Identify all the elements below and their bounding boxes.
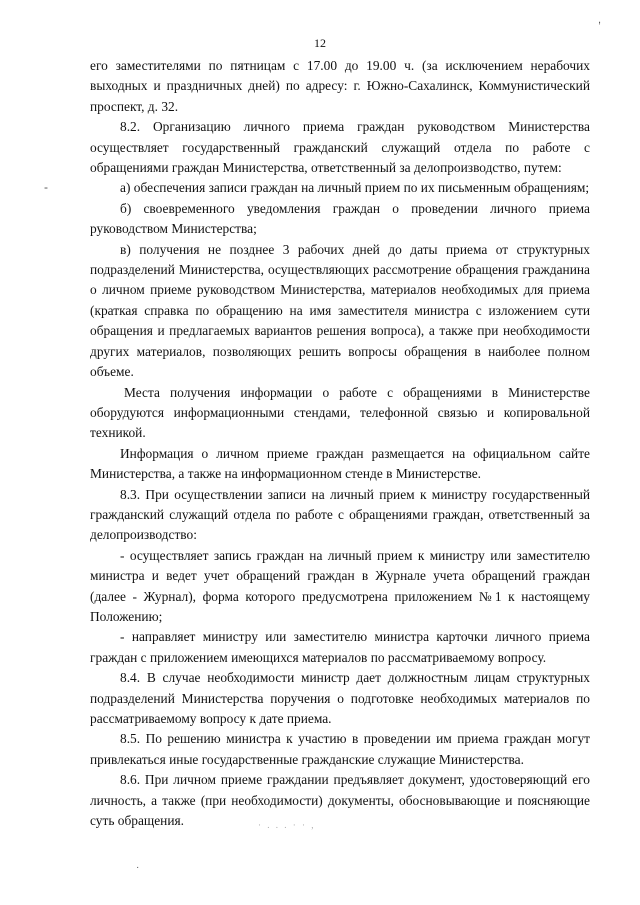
paragraph-8-4: 8.4. В случае необходимости министр дает должностным лицам структурных подразделений Министерства поручения о подготовке необходимых материалов по рассматриваемому вопросу к дате приема. [90, 670, 590, 726]
paragraph-8-2: 8.2. Организацию личного приема граждан руководством Министерства осуществляет государственный гражданский служащий отдела по работе с обращениями граждан Министерства, ответственный за делопроизводство, путем: [90, 119, 590, 176]
scan-mark: · [136, 862, 140, 873]
paragraph-8-6: 8.6. При личном приеме граждании предъявляет документ, удостоверяющий его личность, а также (при необходимости) документы, обосновывающие и поясняющие суть обращения. [90, 772, 590, 829]
paragraph-item-v: в) получения не позднее 3 рабочих дней до даты приема от структурных подразделений Министерства, осуществляющих рассмотрение обращения гражданина о личном приеме руководством Министерства, материалов необходимых для приема (краткая справка по обращению на имя заместителя министра с изложением сути обращения и предлагаемых вариантов решения вопроса), а также при необходимости других материалов, позволяющих решить вопросы обращения в наиболее полном объеме. [90, 241, 590, 380]
paragraph-dash-1: - осуществляет запись граждан на личный прием к министру или заместителю министра и ведет учет обращений граждан в Журнале учета обращений граждан (далее - Журнал), форма которого предусмотрена приложением №1 к настоящему Положению; [90, 547, 590, 624]
paragraph-8-5: 8.5. По решению министра к участию в проведении им приема граждан могут привлекаться иные государственные гражданские служащие Министерства. [90, 731, 590, 767]
paragraph-continuation: его заместителями по пятницам с 17.00 до 19.00 ч. (за исключением нерабочих выходных и праздничных дней) по адресу: г. Южно-Сахалинск, Коммунистический проспект, д. 32. [90, 58, 590, 114]
scan-mark: - [44, 180, 48, 194]
document-body [90, 56, 590, 831]
paragraph-info-places: Места получения информации о работе с обращениями в Министерстве оборудуются информационными стендами, телефонной связью и копировальной техникой. [90, 384, 590, 441]
page-number: 12 [314, 36, 326, 50]
paragraph-8-3: 8.3. При осуществлении записи на личный прием к министру государственный гражданский служащий отдела по работе с обращениями граждан, ответственный за делопроизводство: [90, 486, 590, 543]
paragraph-item-b: б) своевременного уведомления граждан о проведении личного приема руководством Министерства; [90, 200, 590, 237]
paragraph-info-site: Информация о личном приеме граждан размещается на официальном сайте Министерства, а также на информационном стенде в Министерстве. [90, 445, 590, 482]
scan-mark: , [598, 14, 602, 26]
paragraph-item-a: а) обеспечения записи граждан на личный прием по их письменным обращениям; [120, 180, 590, 196]
scan-noise: · . . . · · , [258, 820, 316, 830]
paragraph-dash-2: - направляет министру или заместителю министра карточки личного приема граждан с приложением имеющихся материалов по рассматриваемому вопросу. [90, 629, 590, 665]
